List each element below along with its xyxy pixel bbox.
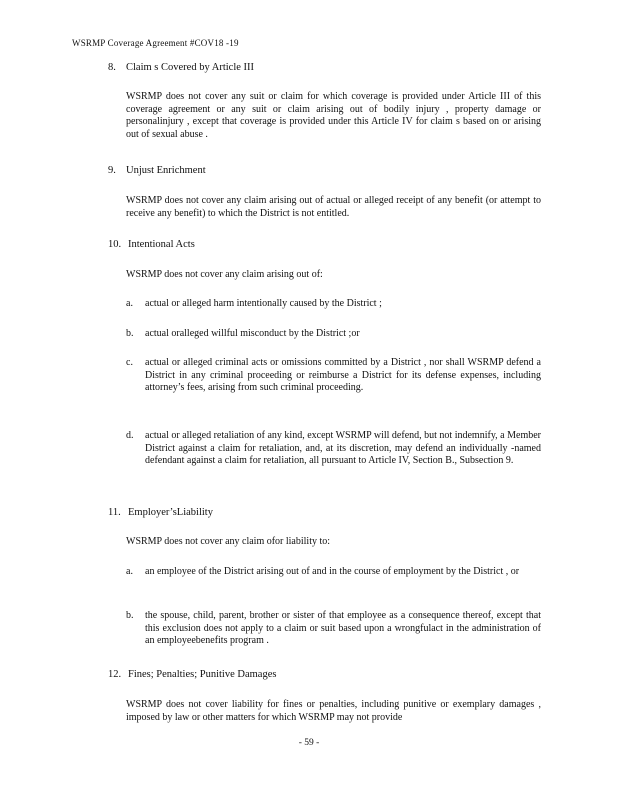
section-10-item-d [126,430,541,468]
page-number: - 59 - [298,738,320,748]
section-heading: Fines; Penalties; Punitive Damages [128,669,277,680]
section-9-paragraph: WSRMP does not cover any claim arising out of actual or alleged receipt of any benefit (or attempt to receive any benefit) to which the District is not entitled. [126,195,541,219]
section-heading: Intentional Acts [128,239,195,250]
section-number: 11. [108,507,121,518]
item-text: an employee of the District arising out of and in the course of employment by the District , or [145,566,520,577]
section-9-title [108,165,206,176]
section-11-title [108,507,213,518]
section-11-item-b [126,610,541,648]
section-heading: Claim s Covered by Article III [126,62,255,73]
section-12-title [108,669,276,680]
item-label: b. [126,610,134,621]
item-label: a. [126,566,133,577]
section-10-item-b [126,328,541,341]
section-number: 12. [108,669,122,680]
section-number: 10. [108,239,122,250]
section-10-intro: WSRMP does not cover any claim arising out of: [126,269,323,280]
item-label: c. [126,357,133,368]
section-heading: Unjust Enrichment [126,165,206,176]
item-label: d. [126,430,134,441]
item-text: actual or alleged harm intentionally caused by the District ; [145,298,382,309]
section-12-paragraph: WSRMP does not cover liability for fines or penalties, including punitive or exemplary damages , imposed by law or other matters for which WSRMP may not provide [126,699,541,723]
item-label: a. [126,298,133,309]
item-text: actual oralleged willful misconduct by the District ;or [145,328,360,339]
running-header: WSRMP Coverage Agreement #COV18 -19 [72,38,239,48]
section-heading: Employer’sLiability [128,507,213,518]
item-text: actual or alleged criminal acts or omissions committed by a District , nor shall WSRMP defend a District in any criminal proceeding or reimburse a District for its defense expenses, including attorney’s fees, arising from such criminal proceeding. [145,357,541,394]
section-11-item-a [126,566,541,579]
section-10-item-a [126,298,541,311]
section-number: 9. [108,165,116,176]
section-number: 8. [108,62,116,73]
section-10-title [108,239,195,250]
section-11-intro: WSRMP does not cover any claim ofor liability to: [126,536,331,547]
section-10-item-c [126,357,541,395]
section-8-title [108,62,254,73]
item-text: actual or alleged retaliation of any kind, except WSRMP will defend, but not indemnify, a Member District against a claim for retaliation, and, at its discretion, may defend an individually -named defendant against a claim for retaliation, all pursuant to Article IV, Section B., Subsection 9. [145,430,541,467]
item-text: the spouse, child, parent, brother or sister of that employee as a consequence thereof, except that this exclusion does not apply to a claim or suit based upon a wrongfulact in the administration of an employeebenefits program . [145,610,541,647]
item-label: b. [126,328,134,339]
section-8-paragraph: WSRMP does not cover any suit or claim for which coverage is provided under Article III of this coverage agreement or any suit or claim arising out of bodily injury , property damage or personalinjury , except that coverage is provided under this Article IV for claim s based on or arising out of sexual abuse . [126,91,541,140]
